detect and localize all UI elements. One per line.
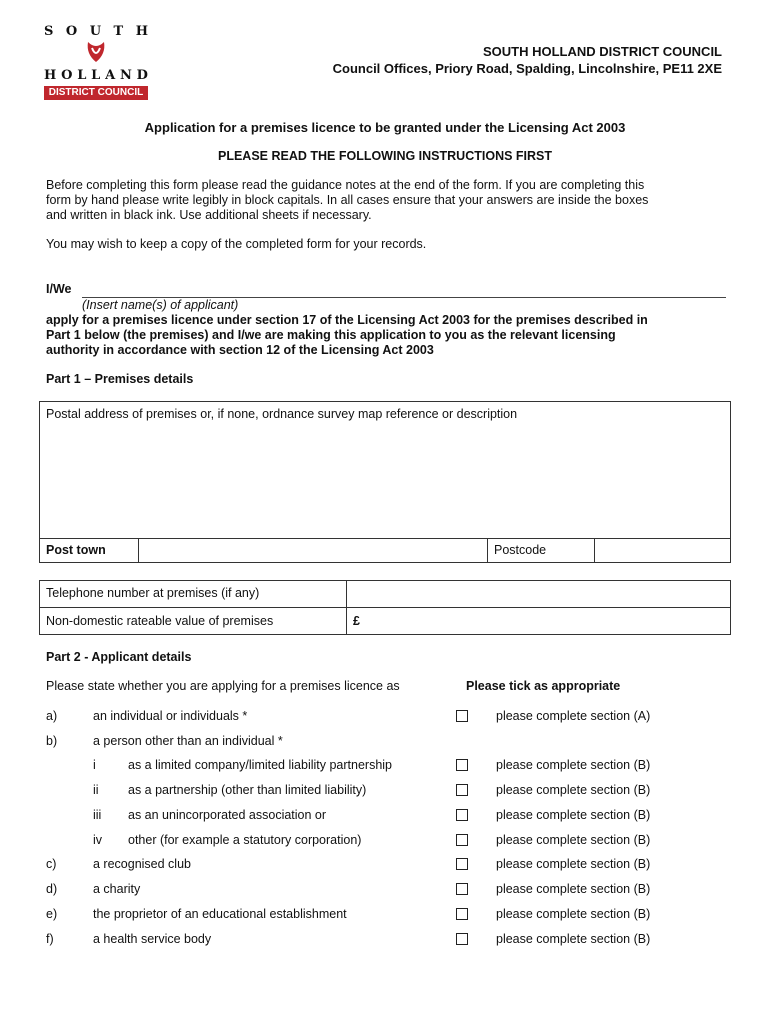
iwe-label: I/We xyxy=(46,282,72,296)
rateable-value-field[interactable] xyxy=(347,608,730,634)
option-note: please complete section (B) xyxy=(496,882,651,896)
insert-name-note: (Insert name(s) of applicant) xyxy=(82,298,239,312)
option-marker: d) xyxy=(46,882,58,896)
checkbox-partnership[interactable] xyxy=(456,784,468,796)
option-marker: b) xyxy=(46,734,58,748)
option-text: a person other than an individual * xyxy=(93,734,283,748)
telephone-label: Telephone number at premises (if any) xyxy=(46,586,260,600)
option-marker: iii xyxy=(93,808,102,822)
option-marker: ii xyxy=(93,783,99,797)
part2-heading: Part 2 - Applicant details xyxy=(46,650,192,664)
telephone-field[interactable] xyxy=(347,581,730,607)
checkbox-limited-company[interactable] xyxy=(456,759,468,771)
logo-row-holland: H O L L A N D xyxy=(44,68,148,83)
form-title: Application for a premises licence to be granted under the Licensing Act 2003 xyxy=(144,120,626,135)
option-note: please complete section (B) xyxy=(496,857,651,871)
option-note: please complete section (B) xyxy=(496,932,651,946)
option-text: a health service body xyxy=(93,932,212,946)
applicant-type-question: Please state whether you are applying for a premises licence as xyxy=(46,679,400,693)
premises-address-label: Postal address of premises or, if none, ordnance survey map reference or description xyxy=(46,407,518,421)
option-note: please complete section (B) xyxy=(496,907,651,921)
application-statement: apply for a premises licence under section 17 of the Licensing Act 2003 for the premises described in Part 1 below (the premises) and I/we are making this application to you as the relevant licensing authority in accordance with section 12 of the Licensing Act 2003 xyxy=(46,313,648,357)
pound-sign: £ xyxy=(353,614,360,628)
option-text: as a limited company/limited liability partnership xyxy=(128,758,393,772)
option-text: as an unincorporated association or xyxy=(128,808,327,822)
rateable-value-label: Non-domestic rateable value of premises xyxy=(46,614,274,628)
option-marker: e) xyxy=(46,907,58,921)
option-text: an individual or individuals * xyxy=(93,709,248,723)
instructions-heading: PLEASE READ THE FOLLOWING INSTRUCTIONS FIRST xyxy=(217,149,553,163)
option-text: as a partnership (other than limited liability) xyxy=(128,783,367,797)
post-town-label: Post town xyxy=(46,543,106,557)
intro-paragraph: Before completing this form please read the guidance notes at the end of the form. If you are completing this form by hand please write legibly in block capitals. In all cases ensure that your answers are inside the boxes and written in black ink. Use additional sheets if necessary. xyxy=(46,178,649,222)
option-marker: c) xyxy=(46,857,57,871)
option-note: please complete section (B) xyxy=(496,758,651,772)
checkbox-charity[interactable] xyxy=(456,883,468,895)
tick-heading: Please tick as appropriate xyxy=(466,679,621,693)
option-note: please complete section (B) xyxy=(496,833,651,847)
option-note: please complete section (B) xyxy=(496,783,651,797)
checkbox-recognised-club[interactable] xyxy=(456,858,468,870)
checkbox-unincorporated-association[interactable] xyxy=(456,809,468,821)
checkbox-health-service-body[interactable] xyxy=(456,933,468,945)
postcode-label: Postcode xyxy=(494,543,547,557)
tulip-emblem-icon xyxy=(82,38,110,66)
option-note: please complete section (A) xyxy=(496,709,651,723)
council-address: Council Offices, Priory Road, Spalding, Lincolnshire, PE11 2XE xyxy=(332,61,722,76)
divider xyxy=(487,538,488,563)
logo-band: DISTRICT COUNCIL xyxy=(44,86,148,100)
checkbox-educational-establishment[interactable] xyxy=(456,908,468,920)
option-text: other (for example a statutory corporation) xyxy=(128,833,362,847)
council-logo xyxy=(44,24,148,100)
option-marker: a) xyxy=(46,709,58,723)
option-marker: f) xyxy=(46,932,54,946)
option-text: a charity xyxy=(93,882,141,896)
copy-note: You may wish to keep a copy of the completed form for your records. xyxy=(46,237,427,251)
council-name: SOUTH HOLLAND DISTRICT COUNCIL xyxy=(482,44,722,59)
logo-row-south: S O U T H xyxy=(44,24,148,39)
part1-heading: Part 1 – Premises details xyxy=(46,372,194,386)
checkbox-other[interactable] xyxy=(456,834,468,846)
option-note: please complete section (B) xyxy=(496,808,651,822)
option-text: the proprietor of an educational establishment xyxy=(93,907,347,921)
postcode-field[interactable] xyxy=(595,539,730,562)
option-text: a recognised club xyxy=(93,857,191,871)
option-marker: i xyxy=(93,758,96,772)
post-town-field[interactable] xyxy=(139,539,486,562)
checkbox-individual[interactable] xyxy=(456,710,468,722)
option-marker: iv xyxy=(93,833,103,847)
